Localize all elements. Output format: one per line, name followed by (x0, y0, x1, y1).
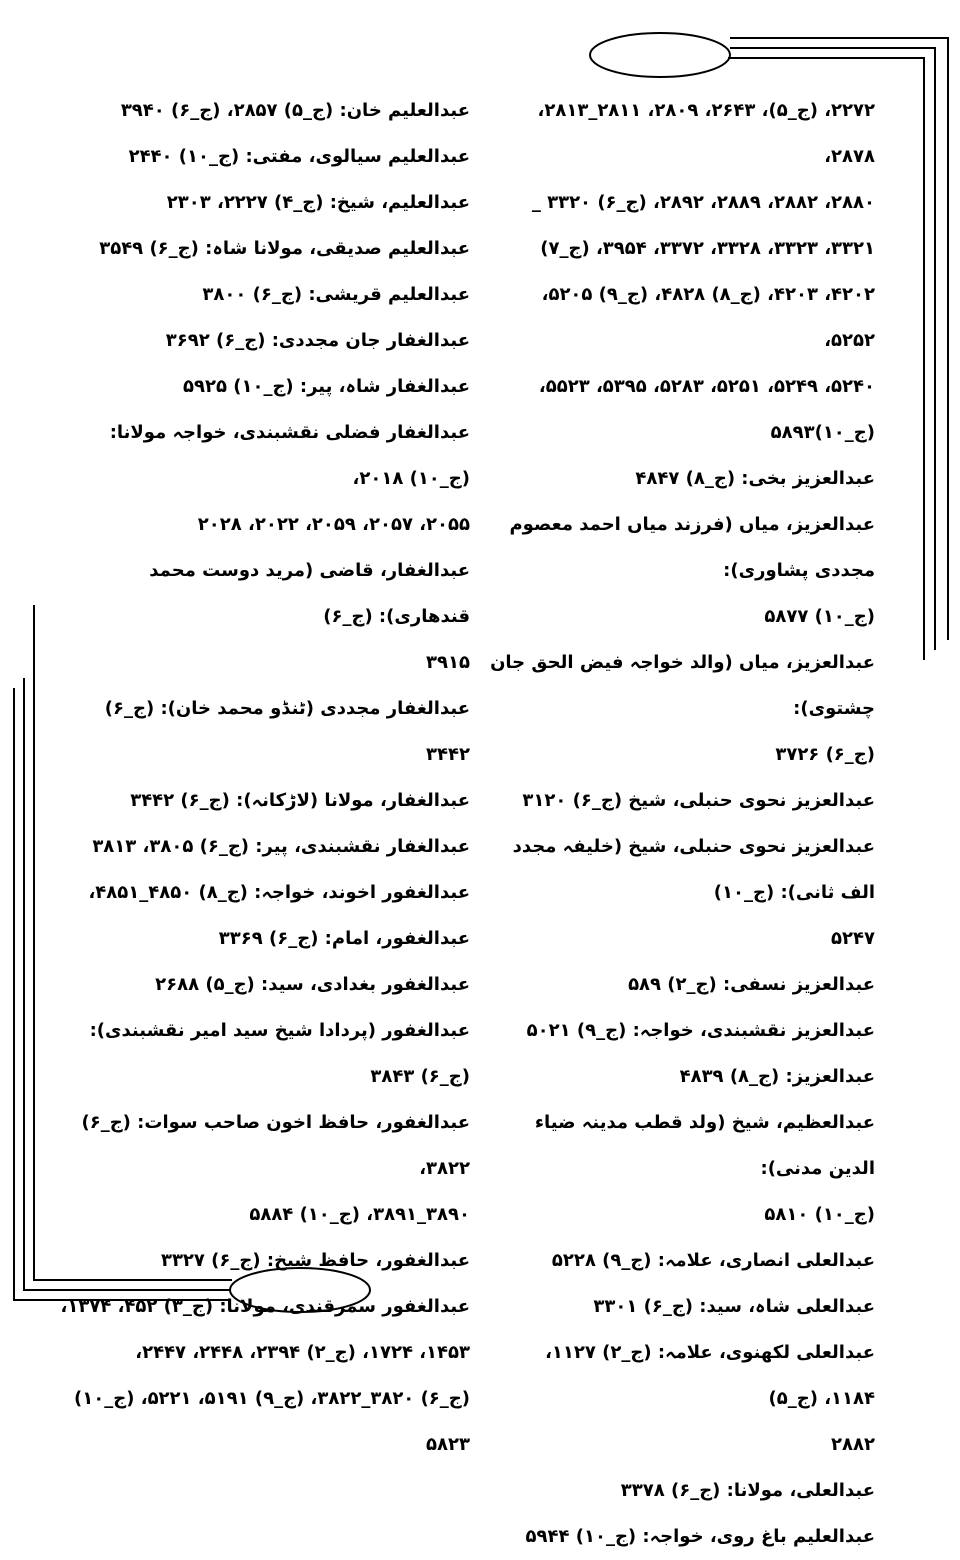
index-entry: (ج_۱۰) ۵۸۷۷ (764, 606, 875, 627)
index-entry: عبدالعزیز بخی: (ج_۸) ۴۸۴۷ (635, 468, 875, 489)
index-entry: عبدالعلیم صدیقی، مولانا شاہ: (ج_۶) ۳۵۴۹ (99, 238, 470, 259)
index-entry: عبدالعلی انصاری، علامہ: (ج_۹) ۵۲۲۸ (551, 1250, 875, 1271)
index-entry: عبدالعلی شاہ، سید: (ج_۶) ۳۳۰۱ (593, 1296, 875, 1317)
index-entry: ۴۲۰۲، ۴۲۰۳، (ج_۸) ۴۸۲۸، (ج_۹) ۵۲۰۵، ۵۲۵۲، (541, 284, 875, 351)
index-entry: عبدالعزیز نحوی حنبلی، شیخ (ج_۶) ۳۱۲۰ (522, 790, 875, 811)
index-entry: عبدالغفار نقشبندی، پیر: (ج_۶) ۳۸۰۵، ۳۸۱۳ (92, 836, 470, 857)
index-entry: عبدالعزیز نسفی: (ج_۲) ۵۸۹ (628, 974, 875, 995)
index-entry: ۳۹۱۵ (426, 652, 470, 673)
index-entry: (ج_۱۰) ۵۸۱۰ (764, 1204, 875, 1225)
index-entry: ۲۰۵۵، ۲۰۵۷، ۲۰۵۹، ۲۰۲۲، ۲۰۲۸ (197, 514, 470, 535)
index-entry: ۵۲۴۷ (831, 928, 875, 949)
index-entry: (ج_۶) ۳۷۲۶ (775, 744, 875, 765)
index-column-right (490, 88, 875, 1560)
index-entry: عبدالعلی لکھنوی، علامہ: (ج_۲) ۱۱۲۷، ۱۱۸۴، (ج_۵) (545, 1342, 875, 1409)
index-entry: عبدالعزیز نحوی حنبلی، شیخ (خلیفہ مجدد الف ثانی): (ج_۱۰) (512, 836, 875, 903)
index-entry: عبدالغفار، قاضی (مرید دوست محمد قندھاری): (ج_۶) (149, 560, 470, 627)
index-entry: عبدالعزیز: (ج_۸) ۴۸۳۹ (679, 1066, 875, 1087)
index-entry: ۲۲۷۲، (ج_۵)، ۲۶۴۳، ۲۸۰۹، ۲۸۱۱_۲۸۱۳، ۲۸۷۸، (537, 100, 875, 167)
index-entry: ۲۸۸۰، ۲۸۸۲، ۲۸۸۹، ۲۸۹۲، (ج_۶) ۳۳۲۰ _ (531, 192, 875, 213)
index-column-left (60, 88, 470, 1468)
index-entry: عبدالعزیز، میاں (فرزند میاں احمد معصوم مجددی پشاوری): (509, 514, 875, 581)
index-entry: عبدالغفار مجددی (ٹنڈو محمد خان): (ج_۶) ۳۴۴۲ (104, 698, 470, 765)
index-entry: عبدالغفور، حافظ شیخ: (ج_۶) ۳۳۲۷ (160, 1250, 470, 1271)
index-entry: ۲۸۸۲ (831, 1434, 875, 1455)
index-entry: عبدالغفور بغدادی، سید: (ج_۵) ۲۶۸۸ (155, 974, 470, 995)
index-entry: ۳۸۹۰_۳۸۹۱، (ج_۱۰) ۵۸۸۴ (249, 1204, 470, 1225)
index-entry: عبدالعلیم باغ روی، خواجہ: (ج_۱۰) ۵۹۴۴ (525, 1526, 875, 1547)
index-entry: عبدالعزیز نقشبندی، خواجہ: (ج_۹) ۵۰۲۱ (526, 1020, 875, 1041)
index-entry: عبدالعلیم قریشی: (ج_۶) ۳۸۰۰ (202, 284, 470, 305)
index-entry: (ج_۶) ۳۸۲۰_۳۸۲۲، (ج_۹) ۵۱۹۱، ۵۲۲۱، (ج_۱۰) (74, 1388, 470, 1409)
index-entry: (ج_۱۰)۵۸۹۳ (770, 422, 875, 443)
index-entry: عبدالغفور اخوند، خواجہ: (ج_۸) ۴۸۵۰_۴۸۵۱، (88, 882, 470, 903)
index-entry: عبدالغفور سمرقندی، مولانا: (ج_۳) ۴۵۲، ۱۳۷۴، (60, 1296, 470, 1317)
index-entry: عبدالغفار شاہ، پیر: (ج_۱۰) ۵۹۲۵ (183, 376, 470, 397)
index-entry: عبدالغفار، مولانا (لاڑکانہ): (ج_۶) ۳۴۴۲ (130, 790, 470, 811)
index-entry: ۵۲۴۰، ۵۲۴۹، ۵۲۵۱، ۵۲۸۳، ۵۳۹۵، ۵۵۲۳، (538, 376, 875, 397)
index-entry: ۱۴۵۳، ۱۷۲۴، (ج_۲) ۲۳۹۴، ۲۴۴۸، ۲۴۴۷، (135, 1342, 470, 1363)
index-entry: عبدالعلی، مولانا: (ج_۶) ۳۳۷۸ (620, 1480, 875, 1501)
index-entry: عبدالعظیم، شیخ (ولد قطب مدینہ ضیاء الدین مدنی): (534, 1112, 875, 1179)
index-entry: عبدالعلیم، شیخ: (ج_۴) ۲۲۲۷، ۲۳۰۳ (166, 192, 470, 213)
index-entry: عبدالغفور، حافظ اخون صاحب سوات: (ج_۶) ۳۸۲۲، (81, 1112, 470, 1179)
index-entry: عبدالعلیم سیالوی، مفتی: (ج_۱۰) ۲۴۴۰ (128, 146, 470, 167)
index-entry: ۵۸۲۳ (426, 1434, 470, 1455)
index-entry: عبدالغفار جان مجددی: (ج_۶) ۳۶۹۲ (165, 330, 470, 351)
index-entry: عبدالغفار فضلی نقشبندی، خواجہ مولانا: (ج_۱۰) ۲۰۱۸، (109, 422, 470, 489)
index-entry: عبدالغفور (پردادا شیخ سید امیر نقشبندی): (ج_۶) ۳۸۴۳ (89, 1020, 470, 1087)
index-entry: عبدالغفور، امام: (ج_۶) ۳۳۶۹ (218, 928, 470, 949)
index-entry: عبدالعلیم خان: (ج_۵) ۲۸۵۷، (ج_۶) ۳۹۴۰ (120, 100, 470, 121)
index-entry: ۳۳۲۱، ۳۳۲۳، ۳۳۲۸، ۳۳۷۲، ۳۹۵۴، (ج_۷) (540, 238, 875, 259)
index-entry: عبدالعزیز، میاں (والد خواجہ فیض الحق جان چشتوی): (490, 652, 875, 719)
top-oval-ornament (590, 33, 730, 77)
